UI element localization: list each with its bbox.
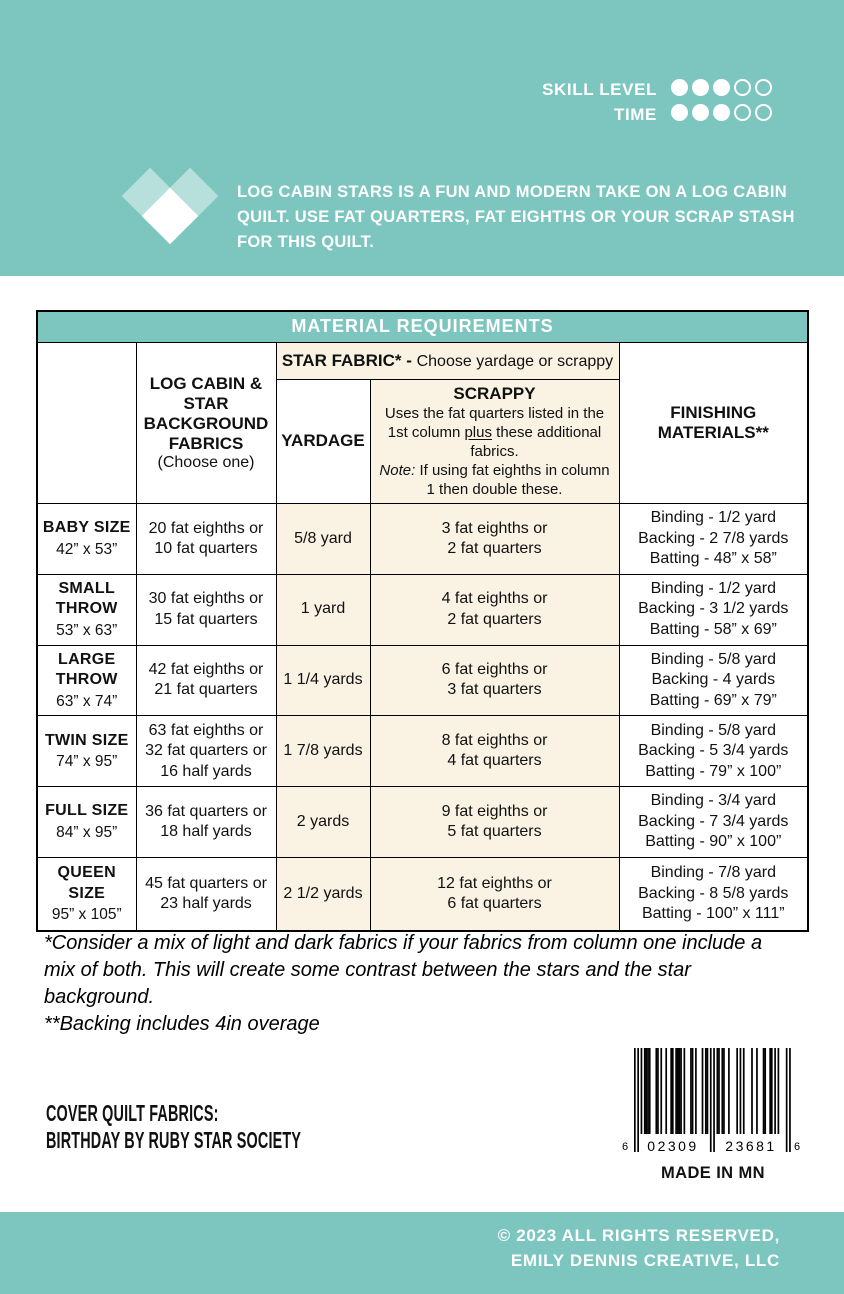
- cell-line: 6 fat eighths or: [441, 661, 548, 679]
- empty-dot-icon: [755, 79, 772, 96]
- cell-line: QUEEN: [57, 864, 116, 882]
- scrappy-column-header: [370, 379, 619, 504]
- scrappy-note-label: Note:: [379, 462, 416, 480]
- cell-line: TWIN SIZE: [44, 731, 129, 749]
- finishing-cell: [619, 574, 808, 645]
- cell-line: 42 fat eighths or: [148, 661, 264, 679]
- footnote-star: *Consider a mix of light and dark fabrics if your fabrics from column one include a mix of both. This will create some contrast between the stars and the star background.: [44, 932, 763, 1008]
- scrappy-cell: [370, 716, 619, 787]
- cover-fabrics-block: [46, 1100, 301, 1155]
- cell-line: FULL SIZE: [45, 802, 129, 820]
- table-row: [37, 787, 808, 857]
- cell-line: Batting - 100” x 111”: [641, 905, 785, 923]
- fabrics-header-sub: (Choose one): [157, 453, 255, 471]
- size-name: [40, 579, 134, 620]
- cell-line: LARGE: [58, 650, 116, 668]
- cell-line: 4 fat quarters: [447, 752, 542, 770]
- cell-line: Backing - 4 yards: [651, 671, 776, 689]
- cell-line: 2 fat quarters: [447, 540, 542, 558]
- size-dimensions: 42” x 53”: [56, 540, 118, 558]
- cell-line: Batting - 90” x 100”: [645, 833, 782, 851]
- cell-line: Backing - 7 3/4 yards: [638, 812, 789, 830]
- copyright-line2: EMILY DENNIS CREATIVE, LLC: [510, 1251, 780, 1270]
- fabrics-cell: [136, 645, 276, 716]
- barcode-left-digit: 6: [622, 1141, 629, 1153]
- cell-line: 6 fat quarters: [447, 895, 542, 913]
- size-name: [40, 518, 134, 538]
- size-column-header: [37, 342, 136, 504]
- yardage-cell: 2 1/2 yards: [276, 857, 370, 931]
- yardage-cell: 5/8 yard: [276, 504, 370, 574]
- cell-line: 4 fat eighths or: [441, 590, 548, 608]
- scrappy-cell: [370, 857, 619, 931]
- empty-dot-icon: [734, 104, 751, 121]
- star-fabric-header-bold: STAR FABRIC* -: [281, 350, 417, 370]
- time-row: [542, 105, 772, 125]
- footnote-double-star: **Backing includes 4in overage: [44, 1013, 320, 1035]
- cell-line: Binding - 1/2 yard: [650, 509, 776, 527]
- ratings-block: [542, 80, 772, 130]
- cell-line: 18 half yards: [160, 823, 252, 841]
- size-name: [40, 863, 134, 904]
- table-row: [37, 504, 808, 574]
- fabrics-cell: [136, 716, 276, 787]
- header-band: [0, 0, 844, 276]
- copyright-line1: © 2023 ALL RIGHTS RESERVED,: [497, 1226, 780, 1245]
- barcode-svg: [620, 1048, 806, 1154]
- fabrics-cell: [136, 574, 276, 645]
- cell-line: Binding - 1/2 yard: [650, 580, 776, 598]
- size-dimensions: 63” x 74”: [56, 692, 118, 710]
- fabrics-column-header: [136, 342, 276, 504]
- star-fabric-header-rest: Choose yardage or scrappy: [416, 352, 614, 370]
- cell-line: Batting - 58” x 69”: [649, 620, 777, 638]
- empty-dot-icon: [755, 104, 772, 121]
- table-row: [37, 645, 808, 716]
- cover-fabrics-line2: BIRTHDAY BY RUBY STAR SOCIETY: [46, 1127, 302, 1154]
- scrappy-cell: [370, 645, 619, 716]
- cell-line: 20 fat eighths or: [148, 519, 264, 537]
- finishing-cell: [619, 857, 808, 931]
- size-dimensions: 84” x 95”: [56, 823, 118, 841]
- footnotes: [44, 930, 792, 1038]
- barcode-right-digit: 6: [794, 1141, 801, 1153]
- cell-line: Backing - 2 7/8 yards: [638, 529, 789, 547]
- filled-dot-icon: [671, 79, 688, 96]
- cell-line: Backing - 3 1/2 yards: [638, 600, 789, 618]
- barcode-group2: 23681: [725, 1138, 777, 1154]
- time-dots: [667, 104, 772, 126]
- cell-line: 45 fat quarters or: [145, 874, 267, 892]
- finishing-cell: [619, 645, 808, 716]
- fabrics-cell: [136, 857, 276, 931]
- yardage-cell: 1 1/4 yards: [276, 645, 370, 716]
- fabrics-header-main: LOG CABIN & STAR BACKGROUND FABRICS: [143, 373, 269, 453]
- skill-level-dots: [667, 79, 772, 101]
- table-row: [37, 716, 808, 787]
- cell-line: 2 fat quarters: [447, 610, 542, 628]
- cell-line: THROW: [55, 600, 118, 618]
- table-title: MATERIAL REQUIREMENTS: [37, 311, 808, 342]
- time-label: TIME: [613, 105, 657, 124]
- star-fabric-header: [276, 342, 619, 379]
- filled-dot-icon: [671, 104, 688, 121]
- filled-dot-icon: [692, 104, 709, 121]
- cell-line: Backing - 5 3/4 yards: [638, 742, 789, 760]
- yardage-cell: 1 yard: [276, 574, 370, 645]
- size-name: [40, 801, 134, 821]
- cell-line: 36 fat quarters or: [145, 802, 267, 820]
- cell-line: 63 fat eighths or: [148, 721, 264, 739]
- yardage-cell: 2 yards: [276, 787, 370, 857]
- cell-line: 10 fat quarters: [154, 540, 258, 558]
- fabrics-cell: [136, 504, 276, 574]
- table-row: [37, 574, 808, 645]
- cell-line: Binding - 5/8 yard: [650, 650, 776, 668]
- cell-line: Binding - 3/4 yard: [650, 792, 776, 810]
- skill-level-row: [542, 80, 772, 100]
- heart-diamonds-logo-icon: [122, 168, 218, 246]
- scrappy-cell: [370, 574, 619, 645]
- cell-line: 21 fat quarters: [154, 681, 258, 699]
- table-body: [37, 504, 808, 931]
- cell-line: Backing - 8 5/8 yards: [638, 884, 789, 902]
- barcode-group1: 02309: [647, 1138, 699, 1154]
- cell-line: Batting - 48” x 58”: [649, 550, 777, 568]
- intro-text: LOG CABIN STARS IS A FUN AND MODERN TAKE ON A LOG CABIN QUILT. USE FAT QUARTERS, FAT EIGHTHS OR YOUR SCRAP STASH FOR THIS QUILT.: [237, 183, 795, 251]
- scrappy-desc-post: these additional fabrics.: [470, 423, 602, 460]
- cell-line: 12 fat eighths or: [437, 874, 552, 892]
- size-dimensions: 53” x 63”: [56, 621, 118, 639]
- cell-line: 5 fat quarters: [447, 823, 542, 841]
- barcode-block: [620, 1048, 806, 1183]
- scrappy-description: [377, 404, 613, 500]
- cell-line: 3 fat eighths or: [441, 519, 548, 537]
- size-name: [40, 650, 134, 691]
- cell-line: Binding - 5/8 yard: [650, 721, 776, 739]
- cell-line: SIZE: [68, 884, 106, 902]
- cell-line: 8 fat eighths or: [441, 731, 548, 749]
- cell-line: BABY SIZE: [42, 519, 131, 537]
- size-dimensions: 74” x 95”: [56, 753, 118, 771]
- scrappy-desc-underlined: plus: [464, 423, 492, 441]
- cell-line: 3 fat quarters: [447, 681, 542, 699]
- footer-band: [0, 1212, 844, 1294]
- skill-level-label: SKILL LEVEL: [542, 80, 657, 99]
- scrappy-note-text: If using fat eighths in column 1 then double these.: [415, 462, 610, 499]
- filled-dot-icon: [713, 79, 730, 96]
- yardage-cell: 1 7/8 yards: [276, 716, 370, 787]
- finishing-cell: [619, 716, 808, 787]
- table-row: [37, 857, 808, 931]
- made-in-label: MADE IN MN: [661, 1164, 765, 1182]
- filled-dot-icon: [713, 104, 730, 121]
- cover-fabrics-line1: COVER QUILT FABRICS:: [46, 1100, 219, 1126]
- scrappy-desc-pre: Uses the fat quarters listed in the 1st column: [384, 404, 605, 441]
- cell-line: 32 fat quarters or: [145, 742, 267, 760]
- scrappy-cell: [370, 787, 619, 857]
- size-dimensions: 95” x 105”: [51, 906, 122, 924]
- finishing-cell: [619, 504, 808, 574]
- scrappy-title: SCRAPPY: [453, 383, 536, 403]
- size-name: [40, 731, 134, 751]
- scrappy-cell: [370, 504, 619, 574]
- cell-line: 9 fat eighths or: [441, 802, 548, 820]
- cell-line: THROW: [55, 671, 118, 689]
- cell-line: 30 fat eighths or: [148, 590, 264, 608]
- filled-dot-icon: [692, 79, 709, 96]
- finishing-cell: [619, 787, 808, 857]
- cell-line: Batting - 69” x 79”: [649, 691, 777, 709]
- empty-dot-icon: [734, 79, 751, 96]
- cell-line: 15 fat quarters: [154, 610, 258, 628]
- fabrics-cell: [136, 787, 276, 857]
- yardage-column-header: YARDAGE: [276, 379, 370, 504]
- cell-line: Binding - 7/8 yard: [650, 864, 776, 882]
- material-requirements-table: [36, 310, 809, 932]
- cell-line: 23 half yards: [160, 895, 252, 913]
- cell-line: 16 half yards: [160, 762, 252, 780]
- cell-line: Batting - 79” x 100”: [645, 762, 782, 780]
- cell-line: SMALL: [58, 579, 116, 597]
- finishing-column-header: FINISHING MATERIALS**: [619, 342, 808, 504]
